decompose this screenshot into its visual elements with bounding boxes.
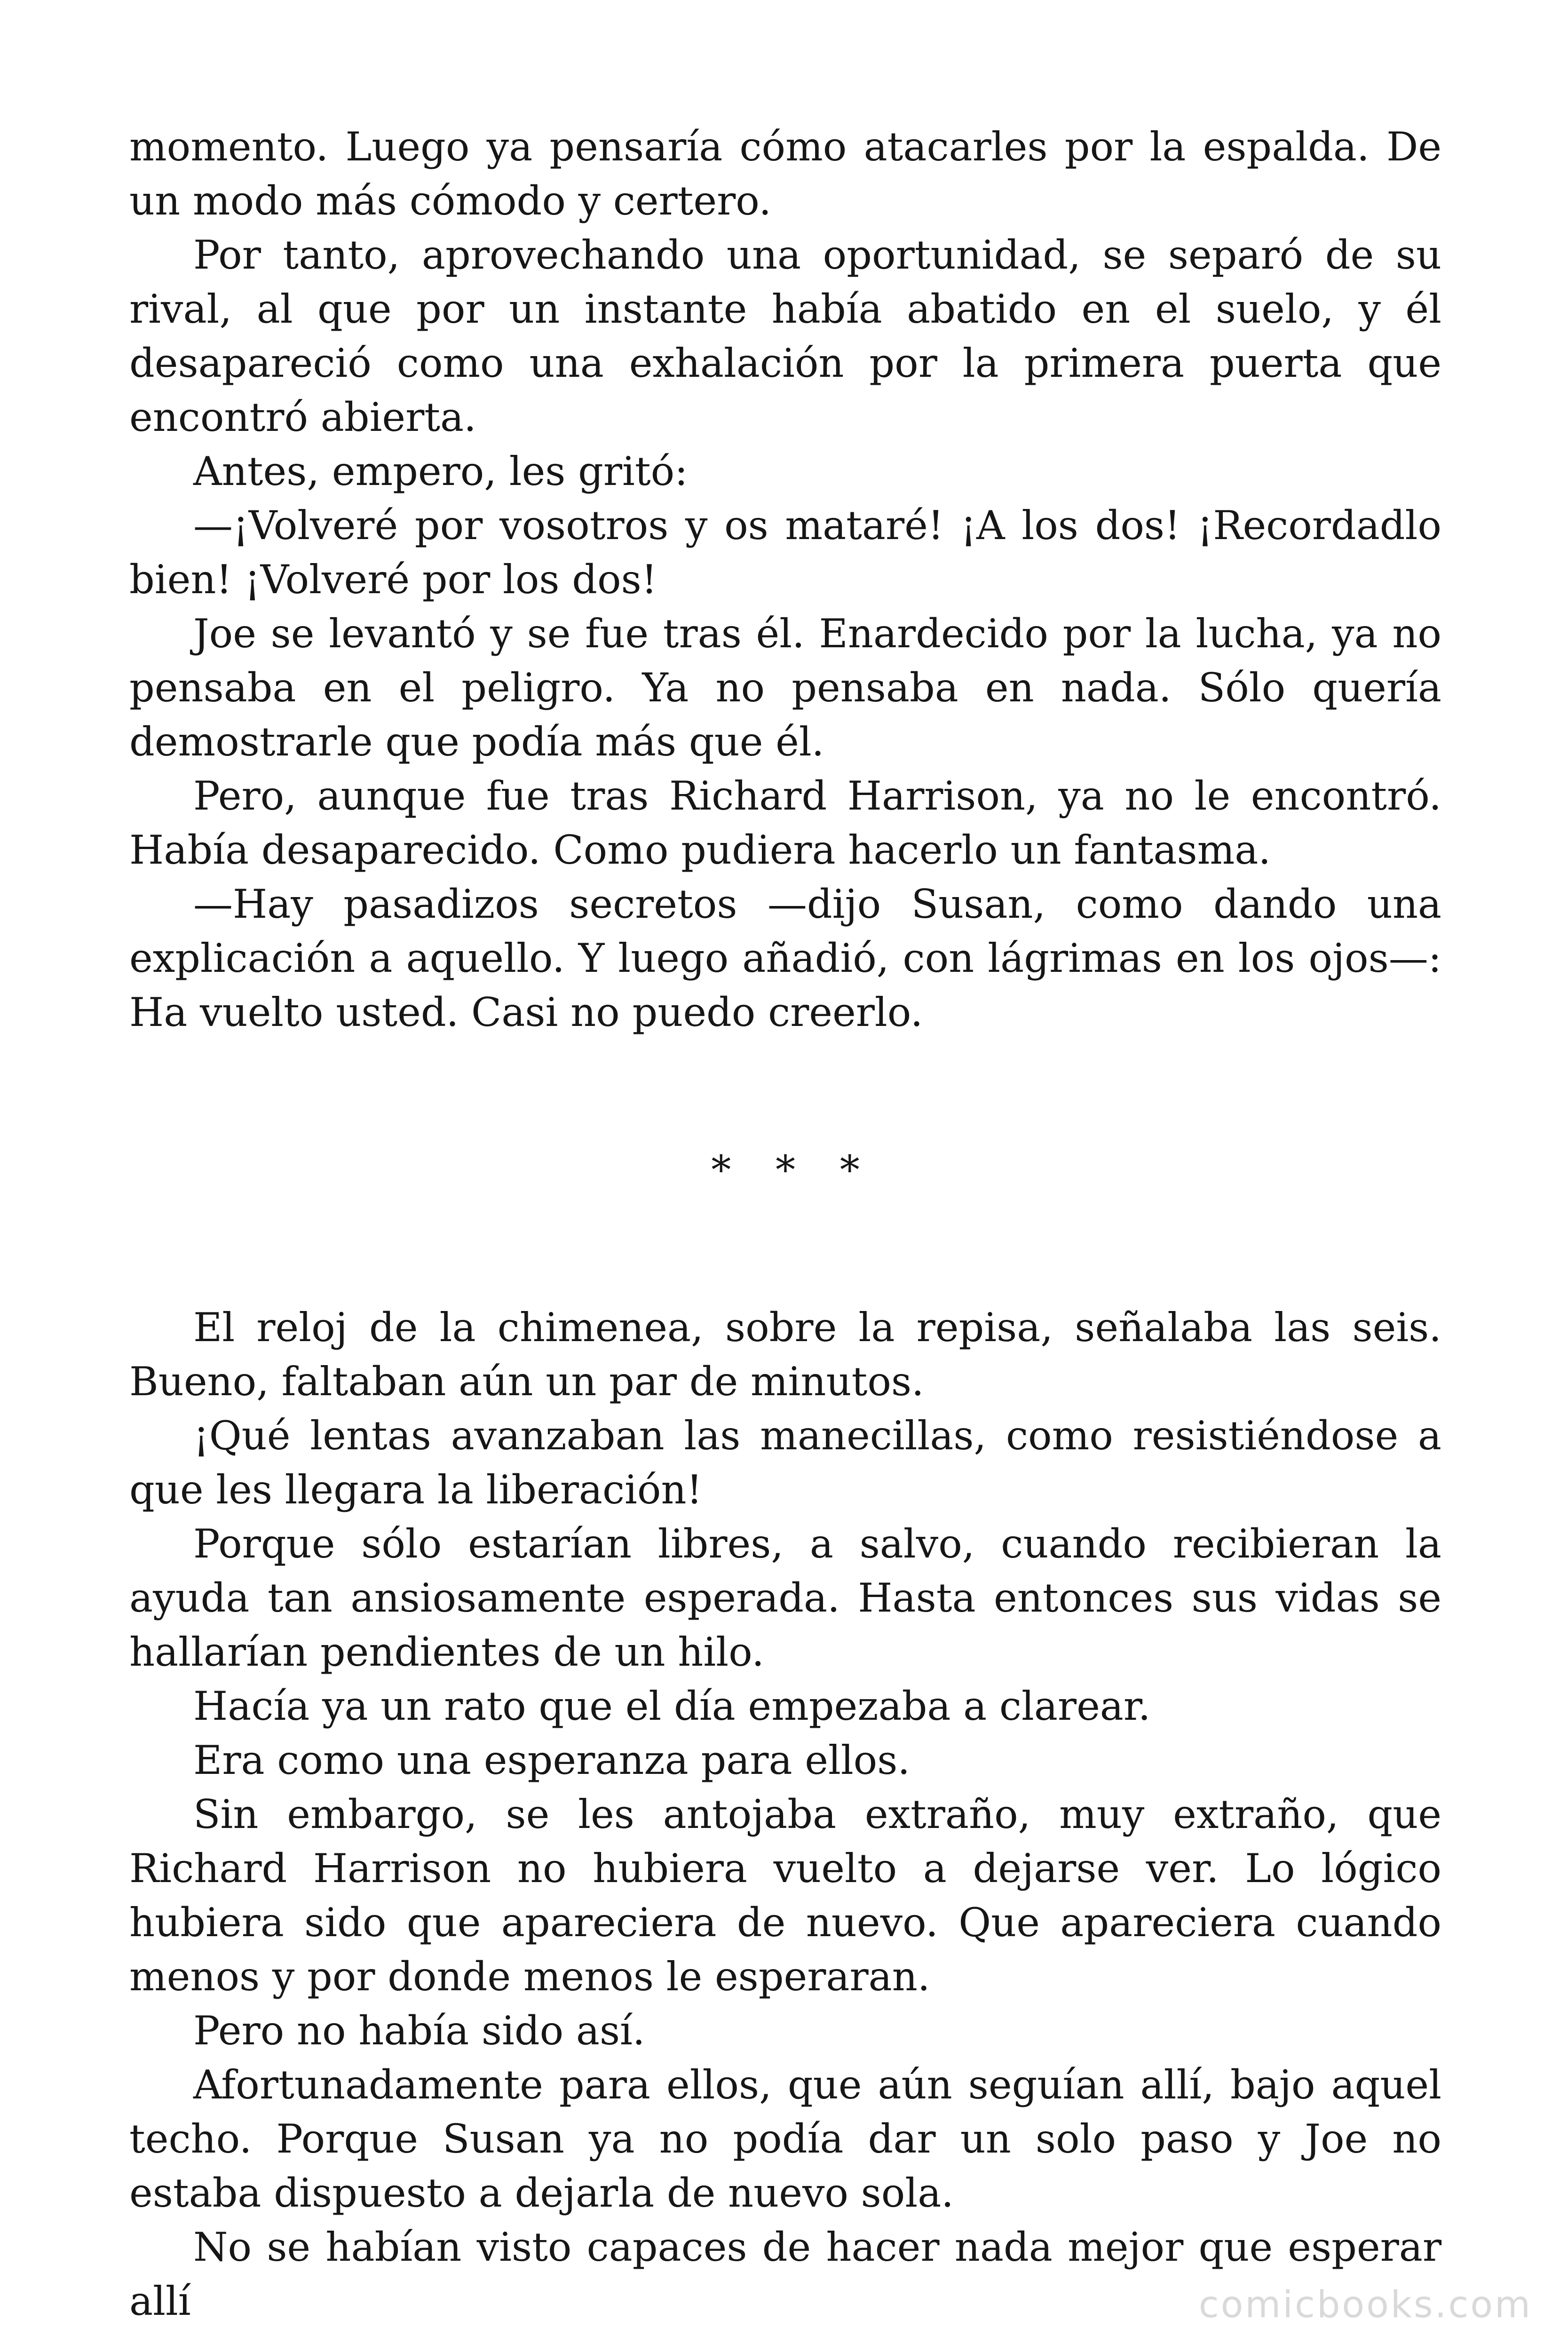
paragraph: Antes, empero, les gritó: (193, 448, 688, 494)
section-2 (129, 1301, 1441, 2328)
dialogue-paragraph: —¡Volveré por vosotros y os mataré! ¡A los dos! ¡Recordadlo bien! ¡Volveré por los dos! (129, 502, 1441, 603)
paragraph: Pero, aunque fue tras Richard Harrison, ya no le encontró. Había desaparecido. Como pudiera hacerlo un fantasma. (129, 773, 1441, 873)
dialogue-paragraph: —Hay pasadizos secretos —dijo Susan, como dando una explicación a aquello. Y luego añadió, con lágrimas en los ojos—: Ha vuelto usted. Casi no puedo creerlo. (129, 881, 1441, 1035)
paragraph: Por tanto, aprovechando una oportunidad, se separó de su rival, al que por un instante había abatido en el suelo, y él desapareció como una exhalación por la primera puerta que encontró abierta. (129, 232, 1441, 440)
paragraph: ¡Qué lentas avanzaban las manecillas, como resistiéndose a que les llegara la liberación! (129, 1413, 1441, 1513)
section-separator: * * * (711, 1147, 876, 1193)
paragraph: Afortunadamente para ellos, que aún seguían allí, bajo aquel techo. Porque Susan ya no podía dar un solo paso y Joe no estaba dispuesto a dejarla de nuevo sola. (129, 2062, 1441, 2216)
paragraph: Pero no había sido así. (193, 2008, 645, 2054)
paragraph: Era como una esperanza para ellos. (193, 1737, 911, 1783)
paragraph: Joe se levantó y se fue tras él. Enardecido por la lucha, ya no pensaba en el peligro. Ya no pensaba en nada. Sólo quería demostrarle que podía más que él. (129, 611, 1441, 765)
paragraph: Porque sólo estarían libres, a salvo, cuando recibieran la ayuda tan ansiosamente esperada. Hasta entonces sus vidas se hallarían pendientes de un hilo. (129, 1521, 1441, 1675)
page-body (129, 120, 1441, 2328)
watermark: comicbooks.com (1198, 2284, 1532, 2326)
paragraph: Hacía ya un rato que el día empezaba a clarear. (193, 1683, 1151, 1729)
paragraph: Sin embargo, se les antojaba extraño, muy extraño, que Richard Harrison no hubiera vuelto a dejarse ver. Lo lógico hubiera sido que apareciera de nuevo. Que apareciera cuando menos y por donde menos le esperaran. (129, 1791, 1441, 2000)
paragraph: momento. Luego ya pensaría cómo atacarles por la espalda. De un modo más cómodo y certero. (129, 124, 1441, 224)
paragraph: No se habían visto capaces de hacer nada mejor que esperar allí (129, 2224, 1441, 2324)
section-1 (129, 120, 1441, 1040)
paragraph: El reloj de la chimenea, sobre la repisa, señalaba las seis. Bueno, faltaban aún un par de minutos. (129, 1304, 1441, 1405)
